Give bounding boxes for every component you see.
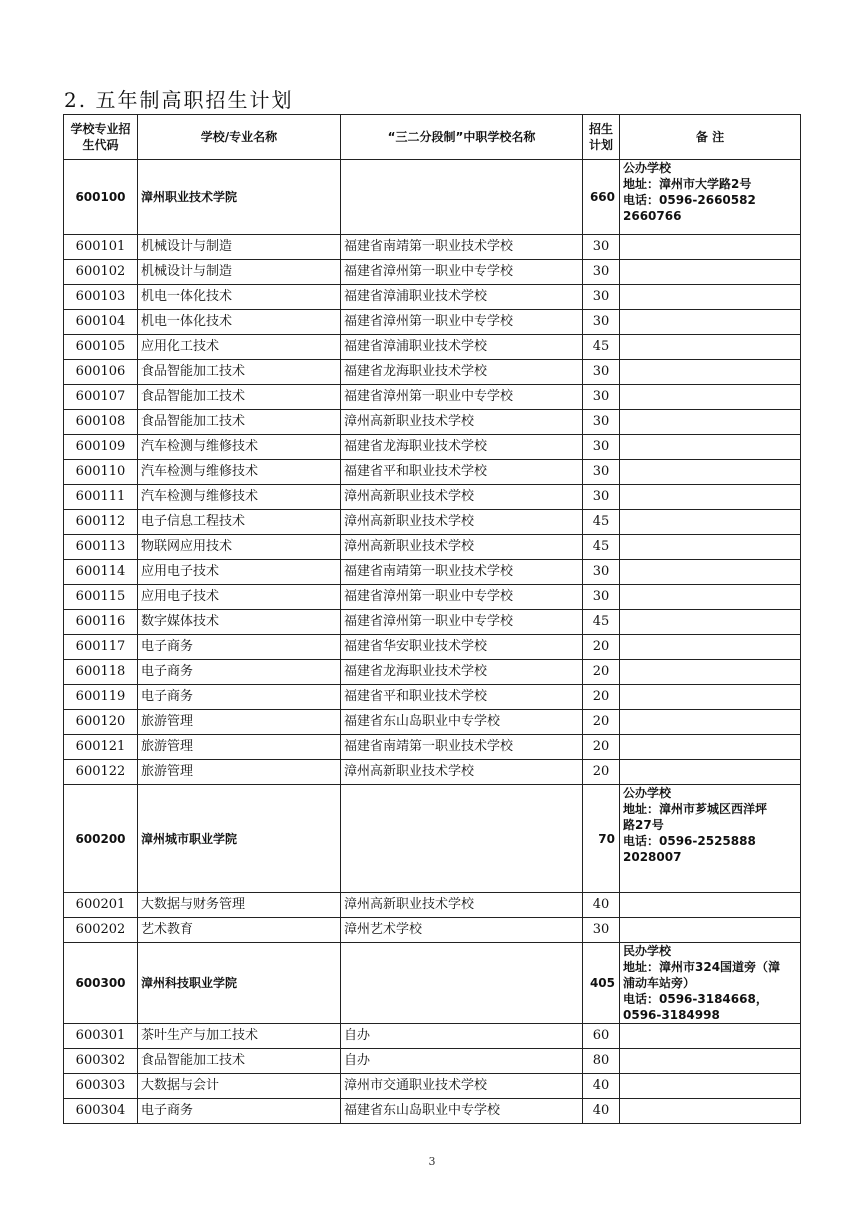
major-note [620,893,801,918]
major-row [64,435,801,460]
major-name: 电子商务 [138,685,341,710]
partner-school: 福建省漳州第一职业中专学校 [341,610,583,635]
major-note [620,1074,801,1099]
major-row [64,1099,801,1124]
major-row [64,485,801,510]
major-note [620,660,801,685]
major-name: 应用电子技术 [138,560,341,585]
major-plan: 45 [583,610,620,635]
major-row [64,710,801,735]
partner-school: 福建省东山岛职业中专学校 [341,1099,583,1124]
major-row [64,235,801,260]
major-name: 电子商务 [138,660,341,685]
partner-school: 福建省龙海职业技术学校 [341,435,583,460]
major-row [64,660,801,685]
note-line: 0596-3184998 [623,1008,720,1022]
major-name: 大数据与财务管理 [138,893,341,918]
major-code: 600101 [64,235,138,260]
major-code: 600103 [64,285,138,310]
major-note [620,285,801,310]
major-row [64,410,801,435]
partner-school: 福建省平和职业技术学校 [341,685,583,710]
table-body [64,160,801,1124]
school-code: 600300 [64,943,138,1024]
major-row [64,510,801,535]
major-name: 电子信息工程技术 [138,510,341,535]
enrollment-plan-table [63,114,801,1124]
major-code: 600110 [64,460,138,485]
partner-school: 福建省南靖第一职业技术学校 [341,560,583,585]
partner-school: 漳州高新职业技术学校 [341,760,583,785]
major-note [620,435,801,460]
major-row [64,1074,801,1099]
major-plan: 30 [583,485,620,510]
major-code: 600114 [64,560,138,585]
note-line: 民办学校 [623,944,672,958]
major-name: 旅游管理 [138,760,341,785]
partner-school: 福建省漳浦职业技术学校 [341,285,583,310]
school-row [64,785,801,893]
school-row [64,943,801,1024]
major-plan: 20 [583,710,620,735]
major-code: 600105 [64,335,138,360]
header-note: 备 注 [620,115,801,160]
school-row [64,160,801,235]
major-row [64,360,801,385]
partner-school: 福建省漳州第一职业中专学校 [341,310,583,335]
partner-school: 漳州市交通职业技术学校 [341,1074,583,1099]
partner-school: 福建省南靖第一职业技术学校 [341,735,583,760]
school-plan: 405 [583,943,620,1024]
major-code: 600111 [64,485,138,510]
major-note [620,535,801,560]
note-line: 路27号 [623,818,664,832]
major-note [620,760,801,785]
major-plan: 20 [583,685,620,710]
major-note [620,460,801,485]
partner-school: 福建省漳州第一职业中专学校 [341,385,583,410]
partner-school: 福建省华安职业技术学校 [341,635,583,660]
partner-school: 漳州高新职业技术学校 [341,893,583,918]
partner-school: 福建省漳州第一职业中专学校 [341,585,583,610]
major-row [64,685,801,710]
major-plan: 80 [583,1049,620,1074]
major-code: 600119 [64,685,138,710]
partner-school: 漳州高新职业技术学校 [341,485,583,510]
major-code: 600303 [64,1074,138,1099]
note-line: 浦动车站旁） [623,976,696,990]
major-name: 物联网应用技术 [138,535,341,560]
major-plan: 30 [583,310,620,335]
major-plan: 20 [583,760,620,785]
major-name: 汽车检测与维修技术 [138,460,341,485]
major-plan: 30 [583,918,620,943]
major-name: 艺术教育 [138,918,341,943]
partner-school: 福建省南靖第一职业技术学校 [341,235,583,260]
major-code: 600120 [64,710,138,735]
major-plan: 30 [583,560,620,585]
major-note [620,735,801,760]
major-code: 600106 [64,360,138,385]
major-row [64,260,801,285]
major-code: 600116 [64,610,138,635]
major-plan: 20 [583,660,620,685]
major-note [620,385,801,410]
school-name: 漳州城市职业学院 [138,785,341,893]
school-note [620,943,801,1024]
major-row [64,585,801,610]
major-code: 600304 [64,1099,138,1124]
major-row [64,460,801,485]
major-code: 600102 [64,260,138,285]
major-row [64,560,801,585]
major-plan: 30 [583,585,620,610]
school-note [620,785,801,893]
partner-school: 福建省龙海职业技术学校 [341,660,583,685]
major-row [64,893,801,918]
major-plan: 40 [583,893,620,918]
partner-school: 福建省东山岛职业中专学校 [341,710,583,735]
partner-school: 自办 [341,1049,583,1074]
major-plan: 45 [583,510,620,535]
major-row [64,535,801,560]
major-name: 电子商务 [138,1099,341,1124]
major-plan: 30 [583,410,620,435]
major-note [620,635,801,660]
major-note [620,610,801,635]
major-name: 电子商务 [138,635,341,660]
major-note [620,410,801,435]
school-plan: 660 [583,160,620,235]
section-title: 2. 五年制高职招生计划 [64,88,294,112]
major-code: 600107 [64,385,138,410]
major-code: 600302 [64,1049,138,1074]
school-plan: 70 [583,785,620,893]
note-line: 公办学校 [623,786,672,800]
partner-school: 漳州艺术学校 [341,918,583,943]
major-row [64,760,801,785]
major-name: 食品智能加工技术 [138,385,341,410]
partner-school: 漳州高新职业技术学校 [341,535,583,560]
partner-school: 漳州高新职业技术学校 [341,410,583,435]
table-header-row [64,115,801,160]
major-name: 机电一体化技术 [138,285,341,310]
partner-school: 福建省漳浦职业技术学校 [341,335,583,360]
major-code: 600121 [64,735,138,760]
major-plan: 40 [583,1099,620,1124]
major-row [64,385,801,410]
school-note [620,160,801,235]
note-line: 地址：漳州市芗城区西洋坪 [623,802,768,816]
major-plan: 30 [583,360,620,385]
major-row [64,610,801,635]
header-name: 学校/专业名称 [138,115,341,160]
note-line: 地址：漳州市大学路2号 [623,177,752,191]
major-name: 旅游管理 [138,710,341,735]
major-code: 600113 [64,535,138,560]
partner-school: 福建省龙海职业技术学校 [341,360,583,385]
major-code: 600109 [64,435,138,460]
major-note [620,685,801,710]
major-name: 大数据与会计 [138,1074,341,1099]
major-name: 应用电子技术 [138,585,341,610]
major-row [64,1049,801,1074]
school-name: 漳州职业技术学院 [138,160,341,235]
partner-school: 漳州高新职业技术学校 [341,510,583,535]
major-name: 应用化工技术 [138,335,341,360]
header-partner: “三二分段制”中职学校名称 [341,115,583,160]
note-line: 电话：0596-2525888 [623,834,756,848]
major-name: 食品智能加工技术 [138,360,341,385]
major-note [620,360,801,385]
major-name: 数字媒体技术 [138,610,341,635]
school-name: 漳州科技职业学院 [138,943,341,1024]
school-code: 600200 [64,785,138,893]
note-line: 电话：0596-2660582 [623,193,756,207]
major-plan: 20 [583,635,620,660]
major-plan: 45 [583,335,620,360]
major-note [620,918,801,943]
major-code: 600201 [64,893,138,918]
major-note [620,235,801,260]
school-partner [341,785,583,893]
major-note [620,710,801,735]
major-note [620,510,801,535]
major-plan: 30 [583,260,620,285]
school-partner [341,160,583,235]
major-plan: 30 [583,460,620,485]
partner-school: 福建省平和职业技术学校 [341,460,583,485]
major-name: 机械设计与制造 [138,235,341,260]
partner-school: 自办 [341,1024,583,1049]
major-name: 汽车检测与维修技术 [138,435,341,460]
major-row [64,635,801,660]
major-note [620,335,801,360]
header-code: 学校专业招生代码 [64,115,138,160]
major-note [620,485,801,510]
major-row [64,310,801,335]
major-note [620,1024,801,1049]
major-row [64,285,801,310]
major-note [620,560,801,585]
major-plan: 30 [583,285,620,310]
major-note [620,1099,801,1124]
note-line: 地址：漳州市324国道旁（漳 [623,960,781,974]
major-name: 汽车检测与维修技术 [138,485,341,510]
major-plan: 40 [583,1074,620,1099]
major-note [620,310,801,335]
major-name: 茶叶生产与加工技术 [138,1024,341,1049]
major-plan: 60 [583,1024,620,1049]
page-number: 3 [428,1155,436,1168]
major-row [64,1024,801,1049]
major-code: 600122 [64,760,138,785]
school-code: 600100 [64,160,138,235]
major-plan: 30 [583,385,620,410]
major-code: 600202 [64,918,138,943]
major-plan: 30 [583,435,620,460]
major-row [64,918,801,943]
major-name: 机械设计与制造 [138,260,341,285]
major-code: 600115 [64,585,138,610]
note-line: 2028007 [623,850,682,864]
major-code: 600117 [64,635,138,660]
major-name: 旅游管理 [138,735,341,760]
partner-school: 福建省漳州第一职业中专学校 [341,260,583,285]
major-name: 机电一体化技术 [138,310,341,335]
note-line: 电话：0596-3184668， [623,992,768,1006]
major-plan: 45 [583,535,620,560]
major-note [620,260,801,285]
major-plan: 30 [583,235,620,260]
major-note [620,1049,801,1074]
major-code: 600108 [64,410,138,435]
major-code: 600118 [64,660,138,685]
major-plan: 20 [583,735,620,760]
major-note [620,585,801,610]
major-name: 食品智能加工技术 [138,1049,341,1074]
major-name: 食品智能加工技术 [138,410,341,435]
major-code: 600112 [64,510,138,535]
header-plan: 招生计划 [583,115,620,160]
major-row [64,335,801,360]
major-code: 600301 [64,1024,138,1049]
note-line: 公办学校 [623,161,672,175]
note-line: 2660766 [623,209,682,223]
major-row [64,735,801,760]
major-code: 600104 [64,310,138,335]
school-partner [341,943,583,1024]
